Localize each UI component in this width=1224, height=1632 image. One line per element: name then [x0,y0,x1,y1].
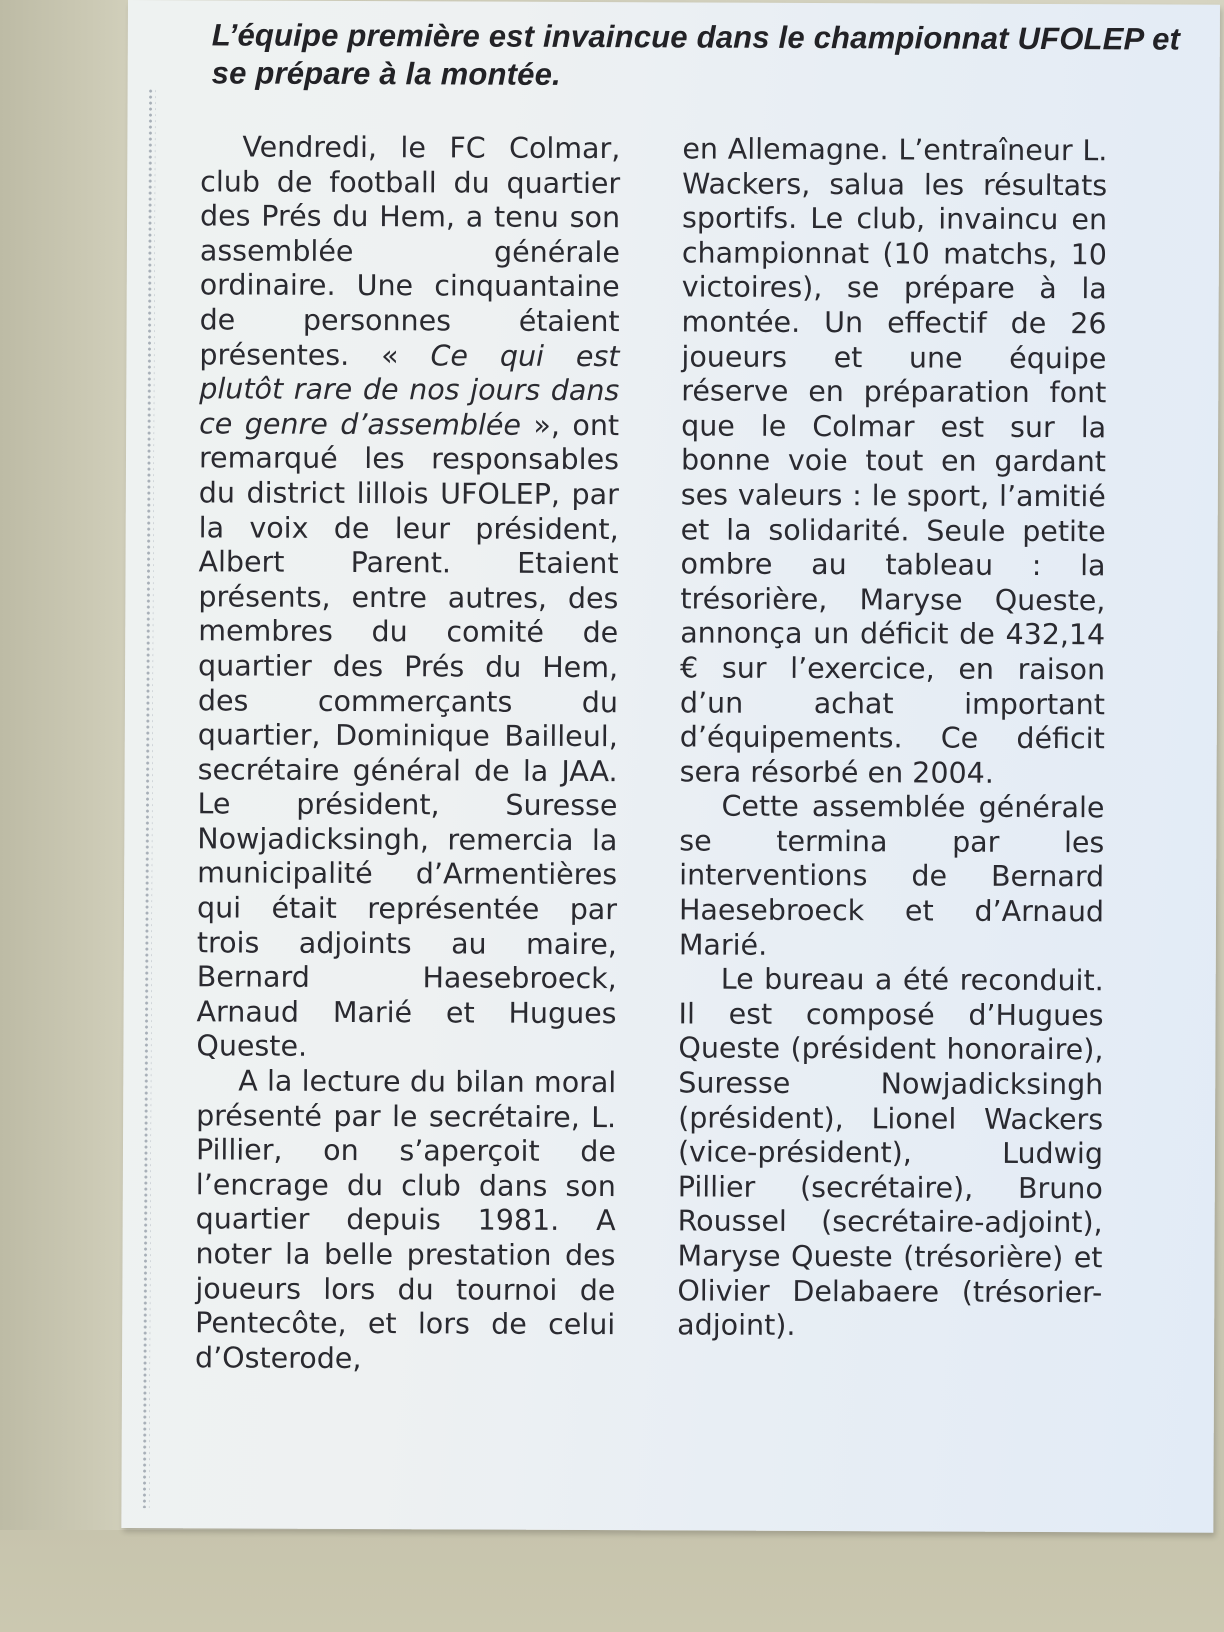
background-board [0,1530,1224,1632]
background-card [0,0,140,1632]
article-paragraph-3: Cette assemblée générale se termina par les interventions de Bernard Haesebroeck et d’Arnaud Marié. [678,789,1105,962]
headline: L’équipe première est invaincue dans le championnat UFOLEP et se prépare à la montée. [211,17,1181,92]
paragraph-1-intro: Vendredi, le FC Colmar, club de football du quartier des Prés du Hem, a tenu son assemblée générale ordinaire. Une cinquantaine de personnes étaient présentes. « [199,130,621,372]
article-paragraph-4: Le bureau a été reconduit. Il est composé d’Hugues Queste (président honoraire), Suresse Nowjadicksingh (président), Lionel Wackers (vice-président), Ludwig Pillier (secrétaire), Bruno Roussel (secrétaire-adjoint), Maryse Queste (trésorière) et Olivier Delabaere (trésorier-adjoint). [677,962,1104,1343]
article-column-left [195,130,620,1377]
newspaper-clipping [121,0,1220,1533]
dotted-margin-rule [141,88,155,1508]
article-paragraph-1 [196,130,620,1066]
article-paragraph-2-continued: en Allemagne. L’entraîneur L. Wackers, salua les résultats sportifs. Le club, invaincu en championnat (10 matchs, 10 victoires), se prépare à la montée. Un effectif de 26 joueurs et une équipe réserve en préparation font que le Colmar est sur la bonne voie tout en gardant ses valeurs : le sport, l’amitié et la solidarité. Seule petite ombre au tableau : la trésorière, Maryse Queste, annonça un déficit de 432,14 € sur l’exercice, en raison d’un achat important d’équipements. Ce déficit sera résorbé en 2004. [679,132,1108,790]
article-paragraph-2: A la lecture du bilan moral présenté par le secrétaire, L. Pillier, on s’aperçoit de l’encrage du club dans son quartier depuis 1981. A noter la belle prestation des joueurs lors du tournoi de Pentecôte, et lors de celui d’Osterode, [195,1064,617,1375]
article-column-right [677,132,1107,1345]
quoted-remark: Ce qui est plutôt rare de nos jours dans ce genre d’assemblée [199,338,620,442]
paragraph-1-body: », ont remarqué les responsables du district lillois UFOLEP, par la voix de leur président, Albert Parent. Etaient présents, entre autres, des membres du comité de quartier des Prés du Hem, des commerçants du quartier, Dominique Bailleul, secrétaire général de la JAA. Le président, Suresse Nowjadicksingh, remercia la municipalité d’Armentières qui était représentée par trois adjoints au maire, Bernard Haesebroeck, Arnaud Marié et Hugues Queste. [196,408,620,1064]
